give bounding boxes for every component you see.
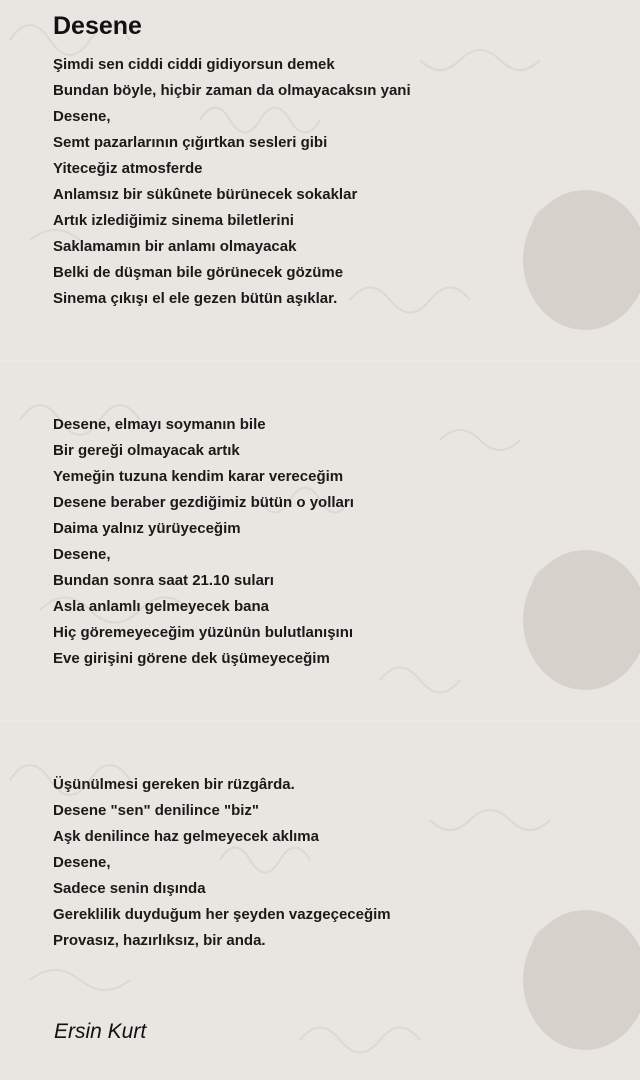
poem-author: Ersin Kurt	[54, 1020, 147, 1043]
poem-line: Desene, elmayı soymanın bile	[53, 416, 266, 433]
poem-line: Anlamsız bir sükûnete bürünecek sokaklar	[53, 186, 358, 203]
poem-line: Aşk denilince haz gelmeyecek aklıma	[53, 828, 319, 845]
poem-line: Şimdi sen ciddi ciddi gidiyorsun demek	[53, 56, 335, 73]
poem-line: Artık izlediğimiz sinema biletlerini	[53, 212, 294, 229]
poem-line: Yemeğin tuzuna kendim karar vereceğim	[53, 468, 344, 485]
poem-line: Desene,	[53, 108, 111, 125]
poem-line: Semt pazarlarının çığırtkan sesleri gibi	[53, 134, 328, 151]
stanza	[53, 772, 391, 954]
poem-line: Desene,	[53, 854, 111, 871]
poem-line: Hiç göremeyeceğim yüzünün bulutlanışını	[53, 624, 354, 641]
poem-line: Desene beraber gezdiğimiz bütün o yolları	[53, 494, 354, 511]
poem-title: Desene	[53, 12, 142, 40]
poem-line: Üşünülmesi gereken bir rüzgârda.	[53, 776, 295, 793]
poem-line: Desene,	[53, 546, 111, 563]
poem-line: Daima yalnız yürüyeceğim	[53, 520, 241, 537]
poem-line: Belki de düşman bile görünecek gözüme	[53, 264, 344, 281]
poem-line: Asla anlamlı gelmeyecek bana	[53, 598, 269, 615]
stanza	[53, 52, 411, 312]
poem-line: Provasız, hazırlıksız, bir anda.	[53, 932, 266, 949]
poem-line: Desene "sen" denilince "biz"	[53, 802, 260, 819]
poem-line: Gereklilik duyduğum her şeyden vazgeçeceğim	[53, 906, 391, 923]
poem-line: Sinema çıkışı el ele gezen bütün aşıklar.	[53, 290, 338, 307]
poem-line: Bundan böyle, hiçbir zaman da olmayacaksın yani	[53, 82, 411, 99]
poem-line: Sadece senin dışında	[53, 880, 206, 897]
poem-line: Yiteceğiz atmosferde	[53, 160, 203, 177]
stanza	[53, 412, 354, 672]
poem-line: Bir gereği olmayacak artık	[53, 442, 240, 459]
poem-line: Eve girişini görene dek üşümeyeceğim	[53, 650, 330, 667]
poem-line: Saklamamın bir anlamı olmayacak	[53, 238, 297, 255]
poem-line: Bundan sonra saat 21.10 suları	[53, 572, 274, 589]
